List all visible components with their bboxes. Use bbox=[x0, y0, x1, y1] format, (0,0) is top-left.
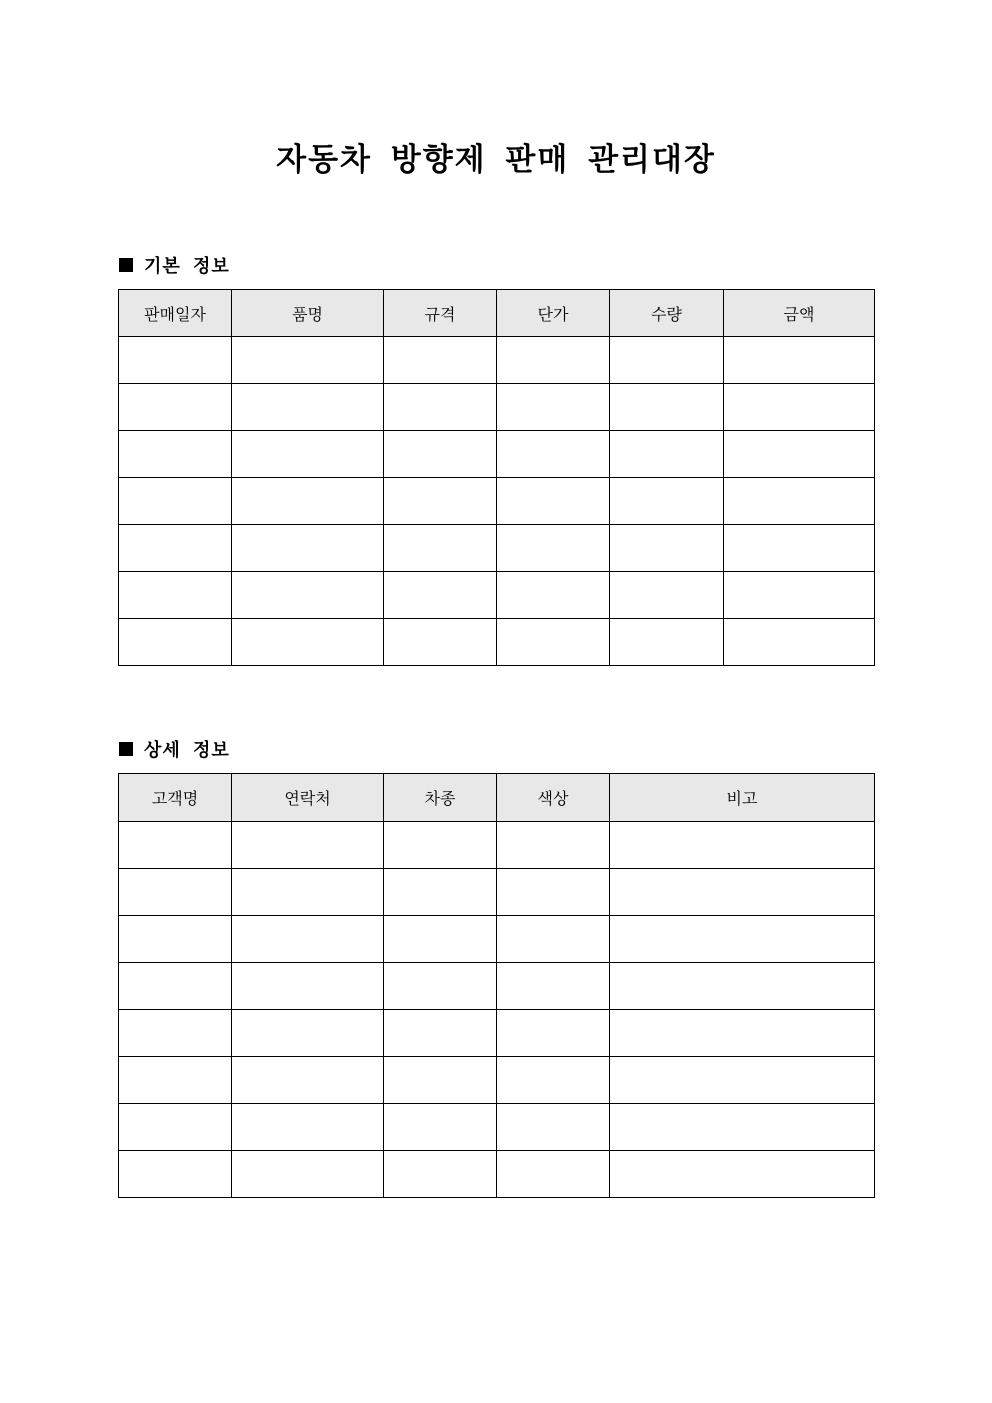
table-cell[interactable] bbox=[119, 337, 232, 384]
table-cell[interactable] bbox=[610, 525, 724, 572]
column-header-car-model: 차종 bbox=[384, 774, 497, 822]
table-cell[interactable] bbox=[610, 384, 724, 431]
table-cell[interactable] bbox=[232, 525, 384, 572]
table-row bbox=[119, 916, 875, 963]
section-heading-label: 상세 정보 bbox=[144, 740, 230, 761]
table-cell[interactable] bbox=[384, 916, 497, 963]
column-header-amount: 금액 bbox=[724, 290, 875, 337]
table-cell[interactable] bbox=[232, 431, 384, 478]
table-cell[interactable] bbox=[610, 1104, 875, 1151]
table-cell[interactable] bbox=[119, 1151, 232, 1198]
table-cell[interactable] bbox=[610, 963, 875, 1010]
table-row bbox=[119, 431, 875, 478]
table-cell[interactable] bbox=[497, 478, 610, 525]
table-cell[interactable] bbox=[232, 1057, 384, 1104]
table-row bbox=[119, 1057, 875, 1104]
column-header-spec: 규격 bbox=[384, 290, 497, 337]
table-cell[interactable] bbox=[232, 1010, 384, 1057]
column-header-unit-price: 단가 bbox=[497, 290, 610, 337]
section-heading-label: 기본 정보 bbox=[144, 256, 230, 277]
table-header-row bbox=[119, 774, 875, 822]
table-cell[interactable] bbox=[232, 822, 384, 869]
table-cell[interactable] bbox=[610, 337, 724, 384]
table-row bbox=[119, 478, 875, 525]
table-cell[interactable] bbox=[610, 431, 724, 478]
table-row bbox=[119, 869, 875, 916]
table-row bbox=[119, 963, 875, 1010]
table-cell[interactable] bbox=[497, 1057, 610, 1104]
table-cell[interactable] bbox=[610, 478, 724, 525]
table-cell[interactable] bbox=[232, 1151, 384, 1198]
table-cell[interactable] bbox=[384, 525, 497, 572]
table-cell[interactable] bbox=[119, 822, 232, 869]
table-row bbox=[119, 1104, 875, 1151]
column-header-contact: 연락처 bbox=[232, 774, 384, 822]
table-cell[interactable] bbox=[497, 822, 610, 869]
table-cell[interactable] bbox=[610, 572, 724, 619]
table-cell[interactable] bbox=[497, 869, 610, 916]
column-header-sale-date: 판매일자 bbox=[119, 290, 232, 337]
table-cell[interactable] bbox=[119, 525, 232, 572]
table-row bbox=[119, 525, 875, 572]
table-cell[interactable] bbox=[384, 963, 497, 1010]
table-cell[interactable] bbox=[384, 1104, 497, 1151]
table-cell[interactable] bbox=[384, 869, 497, 916]
table-row bbox=[119, 572, 875, 619]
table-cell[interactable] bbox=[724, 431, 875, 478]
table-cell[interactable] bbox=[497, 916, 610, 963]
table-cell[interactable] bbox=[384, 337, 497, 384]
column-header-remarks: 비고 bbox=[610, 774, 875, 822]
table-cell[interactable] bbox=[232, 384, 384, 431]
table-cell[interactable] bbox=[497, 384, 610, 431]
table-cell[interactable] bbox=[232, 1104, 384, 1151]
table-cell[interactable] bbox=[232, 869, 384, 916]
column-header-customer-name: 고객명 bbox=[119, 774, 232, 822]
table-cell[interactable] bbox=[384, 478, 497, 525]
table-cell[interactable] bbox=[610, 1057, 875, 1104]
table-row bbox=[119, 1151, 875, 1198]
table-cell[interactable] bbox=[497, 572, 610, 619]
table-cell[interactable] bbox=[497, 619, 610, 666]
table-cell[interactable] bbox=[610, 619, 724, 666]
black-square-icon bbox=[119, 742, 133, 756]
table-cell[interactable] bbox=[232, 619, 384, 666]
table-cell[interactable] bbox=[119, 572, 232, 619]
table-cell[interactable] bbox=[232, 572, 384, 619]
table-cell[interactable] bbox=[119, 431, 232, 478]
table-cell[interactable] bbox=[497, 431, 610, 478]
table-row bbox=[119, 1010, 875, 1057]
table-cell[interactable] bbox=[119, 619, 232, 666]
table-cell[interactable] bbox=[724, 337, 875, 384]
table-cell[interactable] bbox=[384, 619, 497, 666]
table-cell[interactable] bbox=[119, 963, 232, 1010]
table-cell[interactable] bbox=[119, 384, 232, 431]
column-header-item-name: 품명 bbox=[232, 290, 384, 337]
table-cell[interactable] bbox=[497, 337, 610, 384]
table-cell[interactable] bbox=[232, 963, 384, 1010]
table-cell[interactable] bbox=[384, 1010, 497, 1057]
section-heading-detail bbox=[119, 736, 230, 762]
table-cell[interactable] bbox=[119, 478, 232, 525]
black-square-icon bbox=[119, 258, 133, 272]
table-cell[interactable] bbox=[610, 1010, 875, 1057]
table-cell[interactable] bbox=[384, 1057, 497, 1104]
table-header-row bbox=[119, 290, 875, 337]
table-cell[interactable] bbox=[119, 916, 232, 963]
table-cell[interactable] bbox=[610, 916, 875, 963]
table-cell[interactable] bbox=[724, 619, 875, 666]
table-cell[interactable] bbox=[384, 572, 497, 619]
table-cell[interactable] bbox=[497, 525, 610, 572]
table-cell[interactable] bbox=[610, 869, 875, 916]
table-cell[interactable] bbox=[610, 822, 875, 869]
table-cell[interactable] bbox=[384, 384, 497, 431]
detail-info-table bbox=[118, 773, 875, 1198]
table-cell[interactable] bbox=[119, 869, 232, 916]
table-cell[interactable] bbox=[497, 1010, 610, 1057]
table-cell[interactable] bbox=[724, 572, 875, 619]
table-row bbox=[119, 337, 875, 384]
document-title: 자동차 방향제 판매 관리대장 bbox=[276, 142, 716, 178]
section-heading-basic bbox=[119, 252, 230, 278]
table-cell[interactable] bbox=[119, 1104, 232, 1151]
table-row bbox=[119, 822, 875, 869]
table-cell[interactable] bbox=[119, 1057, 232, 1104]
table-cell[interactable] bbox=[497, 1151, 610, 1198]
table-cell[interactable] bbox=[610, 1151, 875, 1198]
basic-info-table bbox=[118, 289, 875, 666]
column-header-color: 색상 bbox=[497, 774, 610, 822]
table-cell[interactable] bbox=[232, 916, 384, 963]
table-cell[interactable] bbox=[497, 963, 610, 1010]
table-cell[interactable] bbox=[232, 337, 384, 384]
table-cell[interactable] bbox=[724, 478, 875, 525]
column-header-quantity: 수량 bbox=[610, 290, 724, 337]
table-cell[interactable] bbox=[724, 525, 875, 572]
table-cell[interactable] bbox=[497, 1104, 610, 1151]
table-cell[interactable] bbox=[119, 1010, 232, 1057]
table-cell[interactable] bbox=[232, 478, 384, 525]
table-cell[interactable] bbox=[724, 384, 875, 431]
table-row bbox=[119, 384, 875, 431]
table-cell[interactable] bbox=[384, 822, 497, 869]
table-row bbox=[119, 619, 875, 666]
table-cell[interactable] bbox=[384, 431, 497, 478]
table-cell[interactable] bbox=[384, 1151, 497, 1198]
